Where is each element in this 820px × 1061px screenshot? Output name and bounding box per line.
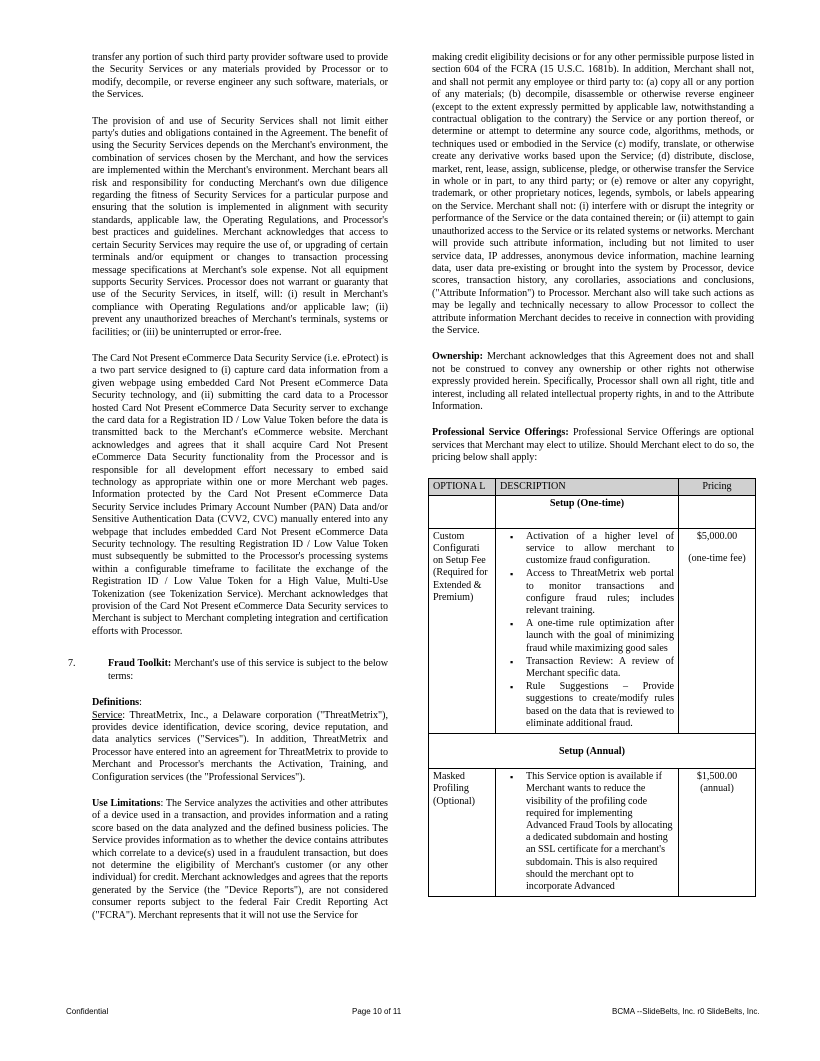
section-title: Fraud Toolkit: [108,658,172,670]
service-definition: Service: ThreatMetrix, Inc., a Delaware corporation ("ThreatMetrix"), provides device identification, device scoring, device reputation, and data analytics services ("Services"). In addition, ThreatMetrix and Processor have entered into an agreement for ThreatMetrix to provide to Merchant and Processor's merchants the Activation, Training, and Configuration services (the "Professional Services"). [92,709,388,783]
pso-paragraph: Professional Service Offerings: Professional Service Offerings are optional services that Merchant may elect to utilize. Should Merchant elect to do so, the pricing below shall apply: [432,427,755,464]
definitions-heading: Definitions: [92,697,142,709]
table-row [429,495,756,528]
ownership-paragraph: Ownership: Merchant acknowledges that this Agreement does not and shall not be construed to convey any ownership or other rights not otherwise expressly provided herein. Specifically, Processor shall own all right, title and interest, including all related intellectual property rights, in and to the Attribute Information. [432,351,754,412]
description-cell [496,769,679,897]
description-cell [496,528,679,733]
use-limitations: Use Limitations: The Service analyzes the activities and other attributes of a device used in a transaction, and provides information and a rating score based on the data analyzed and the defined business policies. The Service provides information as to whether the device contains attributes which correlate to a device(s) used in a fraudulent transaction, but does not determine the eligibility of Merchant's customer (or any other individual) for credit. Merchant acknowledges and agrees that the reports generated by the Service (the "Device Reports"), are not considered consumer reports subject to the federal Fair Credit Reporting Act ("FCRA"). Merchant represents that it will not use the Service for [92,797,388,921]
bullet-list [500,771,674,893]
option-cell: Custom Configurati on Setup Fee (Required for Extended & Premium) [429,528,496,733]
section-heading [108,658,388,683]
price-cell [679,528,756,733]
pso-label: Professional Service Offerings: [432,427,569,439]
section-text: Merchant's use of this service is subject to the below terms: [108,658,389,682]
use-limitations-label: Use Limitations [92,797,161,809]
header-description: DESCRIPTION [496,478,679,495]
list-item: ▪ A one-time rule optimization after launch with the goal of minimizing fraud while maximizing good sales [500,618,674,655]
setup-annual-label: Setup (Annual) [429,734,756,769]
list-item: ▪ Access to ThreatMetrix web portal to monitor transactions and configure fraud rules; includes relevant training. [500,568,674,617]
price-cell [679,769,756,897]
footer-page-number: Page 10 of 11 [352,1007,402,1016]
paragraph: The Card Not Present eCommerce Data Security Service (i.e. eProtect) is a two part service designed to (i) capture card data information from a given webpage using embedded Card Not Present eCommerce Data Security technology, and (ii) submitting the card data to a Processor hosted Card Not Present eCommerce Data Security server to exchange the card data for a Registration ID / Low Value Token before the data is transmitted back to the Merchant's eCommerce website. Merchant acknowledges and agrees that it shall acquire Card Not Present eCommerce Data Security functionality from the Processor and is responsible for all development effort necessary to embed said technology as appropriate within one or more Merchant web pages. Information protected by the Card Not Present eCommerce Data Security Service includes Primary Account Number (PAN) Data and/or Sensitive Authentication Data (CVV2, CVC) manually entered into any webpage that includes embedded Card Not Present eCommerce Data Security technology. The resulting Registration ID / Low Value Token must subsequently be submitted to the Processor's processing systems within a configurable timeframe to facilitate the exchange of the Registration ID / Low Value Token for a High Value, Multi-Use Tokenization (see Tokenization Service). Merchant acknowledges that provision of the Card Not Present eCommerce Data Security services to Merchant is subject to Merchant completing integration and certification efforts with Processor. [92,352,388,637]
section-7 [68,658,389,683]
left-column [68,52,389,922]
section-number: 7. [68,658,76,670]
table-row [429,734,756,769]
table-row [429,528,756,733]
table-row [429,769,756,897]
header-option: OPTIONA L [429,478,496,495]
price-note: (one-time fee) [688,553,746,564]
list-item: ▪ Rule Suggestions – Provide suggestions to create/modify rules based on the data that is reviewed to eliminate additional fraud. [500,681,674,730]
list-item: ▪ This Service option is available if Merchant wants to reduce the visibility of the profiling code required for implementing Advanced Fraud Tools by allocating a dedicated subdomain and hosting an SSL certificate for a merchant's subdomain. This is also required should the merchant opt to incorporate Advanced [500,771,674,893]
footer-left: Confidential [66,1007,109,1016]
pricing-table [428,478,756,898]
option-cell: Masked Profiling (Optional) [429,769,496,897]
footer-right: BCMA --SlideBelts, Inc. r0 SlideBelts, Inc. [612,1007,760,1016]
paragraph: transfer any portion of such third party provider software used to provide the Security Services or any materials provided by Processor or to modify, decompile, or reverse engineer any such software, materials, or the Services. [92,52,388,101]
list-item: ▪ Activation of a higher level of service to allow merchant to customize fraud configuration. [500,531,674,568]
price-note: (annual) [700,783,734,795]
bullet-list [500,531,674,730]
setup-onetime-label: Setup (One-time) [496,495,679,528]
price: $5,000.00 [696,530,738,542]
table-header-row [429,478,756,495]
ownership-label: Ownership: [432,351,484,363]
header-pricing: Pricing [679,478,756,495]
paragraph: making credit eligibility decisions or for any other permissible purpose listed in section 604 of the FCRA (15 U.S.C. 1681b). In addition, Merchant shall not, and shall not permit any employee or third party to: (a) copy all or any portion of any materials; (b) decompile, disassemble or otherwise reverse engineer (except to the extent expressly permitted by applicable law, notwithstanding a contractual obligation to the contrary) the Service or any portion thereof, or determine or attempt to determine any source code, algorithms, methods, or techniques used or embodied in the Service (c) modify, translate, or otherwise create any derivative works based upon the Service; (d) distribute, disclose, market, rent, lease, assign, sublicense, pledge, or otherwise transfer the Service in whole or in part, to any third party; or (e) remove or alter any copyright, trademark, or other proprietary notices, legends, symbols, or labels appearing on the Service. Merchant shall not: (i) interfere with or disrupt the integrity or performance of the Service or the data contained therein; or (ii) attempt to gain unauthorized access to the Service or its related systems or networks. Merchant will provide such attribute information, including but not limited to user service data, IP addresses, anonymous device information, machine learning data, user data pre-existing or brought into the system by Processor, device scores, transaction history, any corollaries, associations and conclusions, ("Attribute Information") to Processor. Merchant also will take such actions as may be legally and technically necessary to allow Processor to collect the attribute information Merchant decides to receive in connection with providing the Service. [432,52,754,336]
price: $1,500.00 [696,771,738,783]
service-label: Service [92,709,123,721]
right-column [432,52,754,897]
list-item: ▪ Transaction Review: A review of Merchant specific data. [500,656,674,680]
paragraph: The provision of and use of Security Services shall not limit either party's duties and obligations contained in the Agreement. The benefit of using the Security Services depends on the Merchant's environment, the combination of services chosen by the Merchant, and how the services are implemented within the Merchant's environment. Merchant bears all risk and responsibility for conducting Merchant's own due diligence regarding the fitness of Security Services for a particular purpose and ensuring that the solution is implemented in alignment with security standards, applicable law, the Operating Regulations, and Processor's best practices and guidelines. Merchant acknowledges that access to certain Security Services may require the use of, or upgrading of certain terminals and/or equipment or changes to transaction processing message specifications at Merchant's sole expense. Not all equipment supports Security Services. Processor does not warrant or guaranty that use of the Security Services, in itself, will: (i) result in Merchant's compliance with Operating Regulations and/or applicable law; (ii) prevent any unauthorized breaches of Merchant's terminals, systems or facilities; or (iii) be uninterrupted or error-free. [92,115,388,338]
